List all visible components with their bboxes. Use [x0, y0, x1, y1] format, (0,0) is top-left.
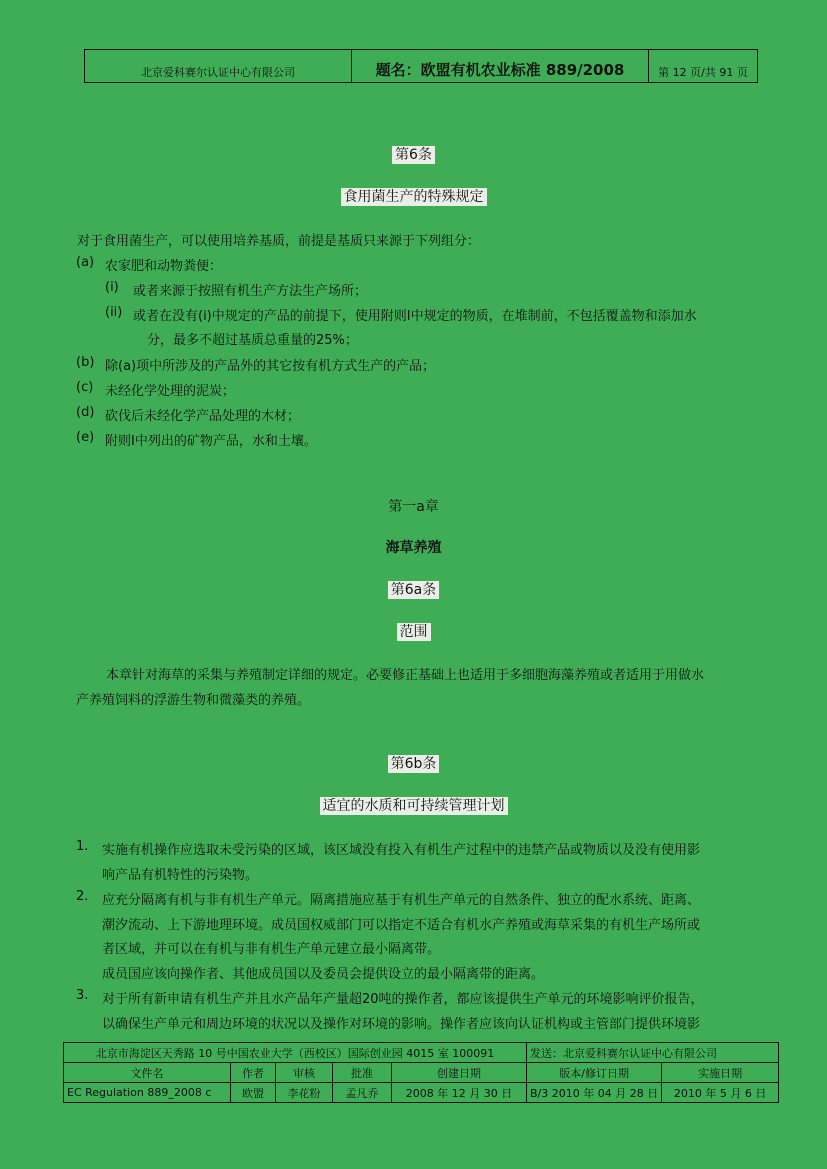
- footer-label: 作者: [231, 1063, 276, 1083]
- item-text: 砍伐后未经化学产品处理的木材；: [105, 409, 301, 424]
- page-header: [84, 49, 758, 83]
- list-item: [105, 305, 697, 324]
- item-label: 3.: [76, 988, 89, 1003]
- item-text: 附则I中列出的矿物产品，水和土壤。: [105, 434, 317, 449]
- article-6b-title-row: [0, 795, 827, 815]
- article-6b-number: 第6b条: [388, 755, 440, 773]
- article-6-number-row: [0, 144, 827, 164]
- header-page-info: 第 12 页/共 91 页: [658, 66, 748, 79]
- footer-value: B/3 2010 年 04 月 28 日: [527, 1083, 662, 1103]
- article-6a-number-row: [0, 579, 827, 599]
- footer-label: 创建日期: [392, 1063, 527, 1083]
- footer-label: 实施日期: [662, 1063, 779, 1083]
- footer-value: 孟凡乔: [333, 1083, 392, 1103]
- item-label: (d): [76, 405, 95, 420]
- item-label: 2.: [76, 889, 89, 904]
- item-line: 成员国应该向操作者、其他成员国以及委员会提供设立的最小隔离带的距离。: [102, 967, 545, 982]
- list-item: [105, 280, 368, 299]
- item-label: (i): [105, 280, 119, 295]
- article-6b-number-row: [0, 753, 827, 773]
- footer-label: 版本/修订日期: [527, 1063, 662, 1083]
- header-title: 题名：欧盟有机农业标准 889/2008: [352, 50, 649, 82]
- article-6-intro: 对于食用菌生产，可以使用培养基质，前提是基质只来源于下列组分：: [77, 234, 481, 249]
- item-label: (a): [76, 255, 95, 270]
- item-text: 农家肥和动物粪便：: [105, 259, 223, 274]
- footer-label: 审核: [276, 1063, 333, 1083]
- footer-value-row: [64, 1083, 779, 1103]
- footer-label: 文件名: [64, 1063, 231, 1083]
- chapter-number: 第一a章: [388, 499, 439, 515]
- item-line: 者区域，并可以在有机与非有机生产单元建立最小隔离带。: [102, 942, 441, 957]
- footer-label-row: [64, 1063, 779, 1083]
- chapter-title: 海草养殖: [385, 540, 442, 556]
- item-line: 潮汐流动、上下游地理环境。成员国权威部门可以指定不适合有机水产养殖或海草采集的有机生产场所或: [102, 918, 701, 933]
- item-line: 对于所有新申请有机生产并且水产品年产量超20吨的操作者，都应该提供生产单元的环境影响评价报告，: [102, 992, 704, 1007]
- page-footer: [63, 1042, 779, 1103]
- item-text: 或者来源于按照有机生产方法生产场所；: [133, 284, 368, 299]
- footer-value: 欧盟: [231, 1083, 276, 1103]
- footer-value: 李花粉: [276, 1083, 333, 1103]
- article-6a-paragraph-line: 产养殖饲料的浮游生物和微藻类的养殖。: [76, 693, 311, 708]
- item-line: 以确保生产单元和周边环境的状况以及操作对环境的影响。操作者应该向认证机构或主管部门提供环境影: [102, 1017, 701, 1032]
- footer-value: 2008 年 12 月 30 日: [392, 1083, 527, 1103]
- article-6a-paragraph-line: 本章针对海草的采集与养殖制定详细的规定。必要修正基础上也适用于多细胞海藻养殖或者适用于用做水: [106, 668, 705, 683]
- item-label: (e): [76, 430, 95, 445]
- item-label: (ii): [105, 305, 123, 320]
- article-6a-number: 第6a条: [388, 581, 440, 599]
- item-text: 或者在没有(i)中规定的产品的前提下，使用附则I中规定的物质，在堆制前，不包括覆盖物和添加水: [133, 309, 697, 324]
- article-6-number: 第6条: [392, 146, 435, 164]
- item-text: 除(a)项中所涉及的产品外的其它按有机方式生产的产品；: [105, 359, 436, 374]
- article-6-title: 食用菌生产的特殊规定: [341, 188, 487, 206]
- article-6-title-row: [0, 186, 827, 206]
- item-line: 响产品有机特性的污染物。: [102, 868, 259, 883]
- item-text: 未经化学处理的泥炭；: [105, 384, 236, 399]
- list-item: [76, 405, 301, 424]
- item-label: (c): [76, 380, 94, 395]
- list-item: [76, 355, 436, 374]
- footer-label: 批准: [333, 1063, 392, 1083]
- list-item: [76, 380, 236, 399]
- item-label: (b): [76, 355, 95, 370]
- item-line: 应充分隔离有机与非有机生产单元。隔离措施应基于有机生产单元的自然条件、独立的配水系统、距离、: [102, 893, 701, 908]
- footer-value: EC Regulation 889_2008 c: [64, 1083, 231, 1103]
- article-6a-title-row: [0, 621, 827, 641]
- list-item: [76, 255, 223, 274]
- item-line: 实施有机操作应选取未受污染的区域，该区域没有投入有机生产过程中的违禁产品或物质以及没有使用影: [102, 843, 701, 858]
- item-label: 1.: [76, 839, 89, 854]
- article-6a-title: 范围: [397, 623, 431, 641]
- list-item-continuation: 分，最多不超过基质总重量的25%；: [147, 333, 358, 348]
- list-item: [76, 430, 317, 449]
- footer-sender: 发送：北京爱科赛尔认证中心有限公司: [527, 1043, 779, 1063]
- article-6b-title: 适宜的水质和可持续管理计划: [320, 797, 508, 815]
- footer-address: 北京市海淀区天秀路 10 号中国农业大学（西校区）国际创业园 4015 室 100091: [64, 1043, 527, 1063]
- footer-value: 2010 年 5 月 6 日: [662, 1083, 779, 1103]
- header-company: 北京爱科赛尔认证中心有限公司: [85, 50, 352, 82]
